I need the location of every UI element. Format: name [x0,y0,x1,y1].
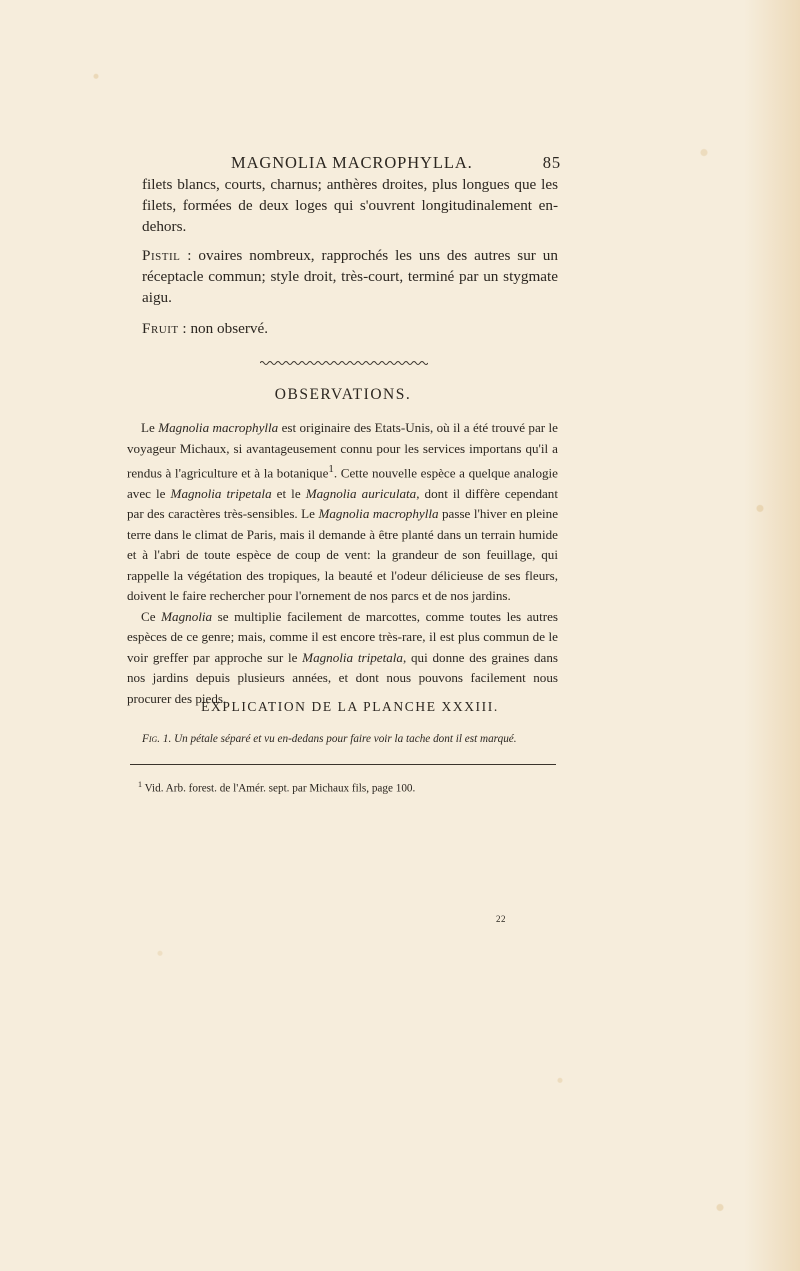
figure-caption [142,733,558,745]
fruit-text: : non observé. [178,320,269,337]
footnote-rule [130,764,556,765]
stamens-description: filets blancs, courts, charnus; anthères droites, plus longues que les filets, formées de deux loges qui s'ouvrent longitudinalement en-dehors. [142,176,558,235]
footnote-ref: 1 [328,463,334,475]
species-name: Magnolia [161,608,213,624]
species-name: Magnolia macrophylla [318,506,439,522]
figure-text: Un pétale séparé et vu en-dedans pour faire voir la tache dont il est marqué. [171,733,517,745]
species-name: Magnolia auriculata, [305,485,420,501]
running-head [231,153,561,175]
fruit-description [142,318,558,339]
observations-body [127,418,558,709]
footnote-text: Vid. Arb. forest. de l'Amér. sept. par Michaux fils, page 100. [142,782,416,795]
figure-label: Fig. 1. [142,733,172,745]
footnote-marker: 1 [138,780,142,789]
species-name: Magnolia tripetala [170,485,272,501]
pistil-label: Pistil [142,247,181,264]
footnote [138,780,558,795]
observations-paragraph-1: Le Magnolia macrophylla est originaire des Etats-Unis, où il a été trouvé par le voyageur Michaux, si avantageusement connu pour les services importans qu'il a rendus à l'agriculture et à la botanique$^1$. Cette nouvelle espèce a quelque analogie avec le Magnolia tripetala et le Magnolia auriculata, dont il diffère cependant par des caractères très-sensibles. Le Magnolia macrophylla passe l'hiver en pleine terre dans le climat de Paris, mais il demande à être planté dans un terrain humide et à l'abri de toute espèce de coup de vent: la grandeur de son feuillage, qui rappelle la végétation des tropiques, la beauté et l'odeur délicieuse de ses fleurs, doivent le faire rechercher pour l'ornement de nos parcs et de nos jardins. [127,420,559,604]
pistil-description [142,245,558,308]
fruit-label: Fruit [142,320,179,337]
species-name: Magnolia tripetala [302,649,403,665]
observations-paragraph-2: Ce Magnolia se multiplie facilement de marcottes, comme toutes les autres espèces de ce genre; mais, comme il est encore très-rare, il est plus commun de le voir greffer par approche sur le Magnolia tripetala, qui donne des graines dans nos jardins depuis plusieurs années, et dont nous pouvons facilement nous procurer des pieds. [127,608,559,706]
species-name: Magnolia macrophylla [158,420,279,435]
plate-explanation-heading: EXPLICATION DE LA PLANCHE XXXIII. [201,699,499,714]
observations-heading: OBSERVATIONS. [274,386,412,403]
wavy-rule-ornament [260,359,428,367]
running-head-title: MAGNOLIA MACROPHYLLA. [231,153,473,172]
signature-mark: 22 [496,914,506,924]
page-number: 85 [542,153,561,172]
pistil-text: : ovaires nombreux, rapprochés les uns des autres sur un réceptacle commun; style droit, très-court, terminé par un stygmate aigu. [142,247,558,306]
